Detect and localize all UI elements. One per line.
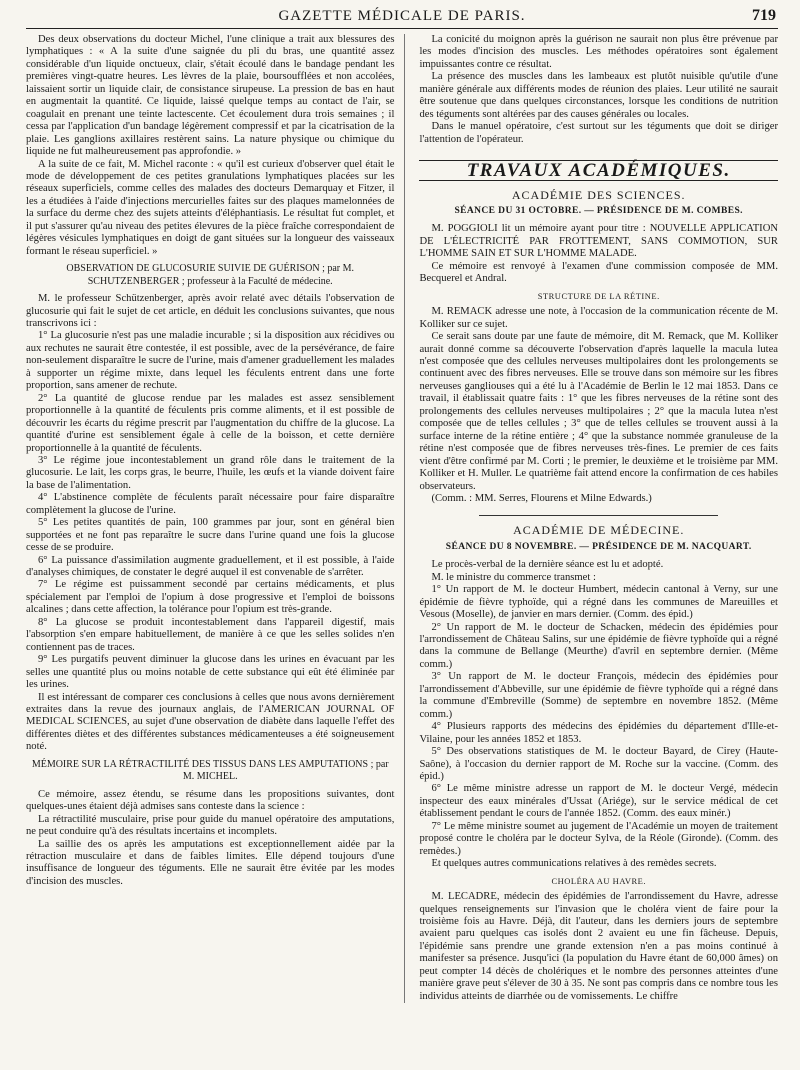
paragraph: A la suite de ce fait, M. Michel raconte : « qu'il est curieux d'observer quel était le mode de développement de ces petites granulations lymphatiques placées sur les réseaux superficiels, comme celles des malades des docteurs Demarquay et Fitzer, il les a étudiées à l'aide d'injections mercurielles faites sur des plaques mamelonnées de la surface du derme chez des sujets atteints d'éléphantiasis. Le résultat fut complet, et il put s'assurer qu'au niveau des petites élevures de la pièce fraîche correspondaient de légères vésicules lymphatiques en doigt de gant situées sur la longueur des vaisseaux formant le réseau superficiel. » (26, 158, 395, 257)
paragraph: Des deux observations du docteur Michel, l'une clinique a trait aux blessures des lymphatiques : « A la suite d'une saignée du pli du bras, une quantité assez considérable d'un liquide onctueux, clair, s'était écoulé dans le bandage pendant les premières vingt-quatre heures. Les lèvres de la plaie, boursoufflées et non accolées, laissaient sortir un liquide clair, de consistance sirupeuse. La pression de bas en haut en augmentait la quantité. Ce liquide, laissé quelque temps au contact de l'air, se coagulait en prenant une teinte lactescente. Cet écoulement dura trois semaines ; il cessa par l'application d'un bandage légèrement compressif et par la cicatrisation de la plaie. Les ganglions axillaires restèrent sains. La nature physique ou chimique du liquide ne fut malheureusement pas approfondie. » (26, 34, 395, 158)
paragraph: La conicité du moignon après la guérison ne saurait non plus être prévenue par les modes d'incision des muscles. Les méthodes opératoires sont également impuissantes contre ce résultat. (419, 34, 778, 70)
paragraph: M. LECADRE, médecin des épidémies de l'arrondissement du Havre, adresse quelques renseignements sur l'invasion que le choléra vient de faire pour la troisième fois au Havre. Déjà, dit l'auteur, dans les derniers jours de septembre avaient paru quelques cas isolés dont 2 avaient eu une fin fâcheuse. Depuis, l'épidémie sans prendre une grande extension n'en a pas moins continué à manifester sa présence. Jusqu'ici (la population du Havre étant de 60,000 âmes) on peut compter 14 décès de cholériques et le nombre des personnes atteintes d'une manière grave peut s'élever de 30 à 35. Ne sont pas compris dans ce nombre tous les individus atteints de diarrhée ou de vomissements. Le chiffre (419, 891, 778, 1002)
paragraph: Dans le manuel opératoire, c'est surtout sur les téguments que doit se diriger l'attention de l'opérateur. (419, 121, 778, 145)
session-heading: SÉANCE DU 8 NOVEMBRE. — PRÉSIDENCE DE M. NACQUART. (445, 541, 752, 552)
paragraph: Ce mémoire est renvoyé à l'examen d'une commission composée de MM. Becquerel et Andral. (419, 260, 778, 285)
right-column (405, 34, 778, 1003)
conclusion-item: 8° La glucose se produit incontestablement dans l'appareil digestif, mais l'absorption s'en empare habituellement, de manière à ce que les selles solides n'en contiennent pas de traces. (26, 616, 395, 653)
paragraph: M. POGGIOLI lit un mémoire ayant pour titre : NOUVELLE APPLICATION DE L'ÉLECTRICITÉ PAR FROTTEMENT, SANS COMMOTION, SUR L'HOMME SAIN ET SUR L'HOMME MALADE. (419, 223, 778, 260)
conclusion-item: 1° La glucosurie n'est pas une maladie incurable ; si la disposition aux récidives ou aux rechutes ne saurait être contestée, il est possible, avec de la persévérance, de faire non-seulement disparaître le sucre de l'urine, mais d'amener graduellement les malades à supporter un régime mixte, dans lequel les féculents entrent dans une forte proportion, sans amener de rechute. (26, 330, 395, 392)
academy-heading: ACADÉMIE DE MÉDECINE. (513, 523, 685, 538)
section-banner (419, 160, 778, 180)
subheading: CHOLÉRA AU HAVRE. (551, 875, 646, 886)
conclusion-item: 9° Les purgatifs peuvent diminuer la glucose dans les urines en évacuant par les selles une quantité plus ou moins notable de cette substance qui eût été éliminée par les urines. (26, 654, 395, 691)
conclusion-item: 5° Les petites quantités de pain, 100 grammes par jour, sont en général bien supportées et ne font pas reparaître le sucre dans l'urine quand une fois la glucose cesse de se produire. (26, 517, 395, 554)
academy-heading: ACADÉMIE DES SCIENCES. (511, 187, 686, 202)
page-header (26, 6, 778, 29)
correspondence-item: 3° Un rapport de M. le docteur François, médecin des épidémies pour l'arrondissement d'Abbeville, sur une épidémie de fièvre typhoïde qui a régné dans la commune d'Embreville (Somme) de septembre en novembre 1852. (Même comm.) (419, 671, 778, 720)
paragraph: M. le professeur Schützenberger, après avoir relaté avec détails l'observation de glucosurie qui fait le sujet de cet article, en déduit les conclusions suivantes, que nous transcrivons ici : (26, 293, 395, 329)
paragraph: M. REMACK adresse une note, à l'occasion de la communication récente de M. Kolliker sur ce sujet. (419, 306, 778, 330)
section-divider (479, 515, 718, 516)
conclusion-item: 7° Le régime est puissamment secondé par certains médicaments, et plus spécialement par l'emploi de l'opium à dose progressive et l'emploi de boissons alcalines ; dans cette affection, la tolérance pour l'opium est très-grande. (26, 579, 395, 616)
article-title: MÉMOIRE SUR LA RÉTRACTILITÉ DES TISSUS DANS LES AMPUTATIONS ; par M. MICHEL. (31, 758, 389, 783)
running-title: GAZETTE MÉDICALE DE PARIS. (278, 8, 526, 24)
correspondence-item: 7° Le même ministre soumet au jugement de l'Académie un moyen de traitement proposé contre le choléra par le docteur Sylva, de la Réole (Gironde). (Comm. des remèdes.) (419, 820, 778, 857)
paragraph: La saillie des os après les amputations est exceptionnellement aidée par la rétraction musculaire et dans de faibles limites. Elle dépend toujours d'une insuffisance de longueur des téguments. Elle ne saurait être évitée par les modes d'incision des muscles. (26, 838, 395, 887)
page-number: 719 (752, 7, 776, 24)
paragraph: Ce mémoire, assez étendu, se résume dans les propositions suivantes, dont quelques-unes étaient déjà admises sans conteste dans la science : (26, 788, 395, 813)
text-columns (26, 34, 778, 1003)
conclusion-item: 6° La puissance d'assimilation augmente graduellement, et il est possible, à l'aide d'analyses chimiques, de constater le degré auquel il est convenable de s'arrêter. (26, 554, 395, 579)
session-heading: SÉANCE DU 31 OCTOBRE. — PRÉSIDENCE DE M. COMBES. (454, 205, 743, 216)
correspondence-item: 1° Un rapport de M. le docteur Humbert, médecin cantonal à Verny, sur une épidémie de fièvre typhoïde, qui a régné dans les communes de Mareuilles et Vesous (Moselle), de janvier en mars dernier. (Comm. des épid.) (419, 584, 778, 621)
section-heading: TRAVAUX ACADÉMIQUES. (466, 160, 731, 182)
correspondence-item: 5° Des observations statistiques de M. le docteur Bayard, de Cirey (Haute-Saône), à l'occasion du dernier rapport de M. Roche sur la vaccine. (Comm. des épid.) (419, 746, 778, 783)
conclusion-item: 2° La quantité de glucose rendue par les malades est assez sensiblement proportionnelle à la quantité de féculents pris comme aliments, et il est possible de découvrir les écarts du régime prescrit par l'augmentation du chiffre de la glucose. La quantité d'urine est sensiblement égale à celle de la boisson, et cette dernière proportionnelle à la quantité de féculents. (26, 392, 395, 454)
correspondence-item: 2° Un rapport de M. le docteur de Schacken, médecin des épidémies pour l'arrondissement de Château Salins, sur une épidémie de fièvre typhoïde qui a régné dans la commune de Bellange (Meurthe) d'avril en septembre dernier. (Même comm.) (419, 621, 778, 670)
paragraph: La présence des muscles dans les lambeaux est plutôt nuisible qu'utile d'une manière générale aux différents modes de réunion des plaies. Leur utilité ne saurait être soutenue que dans quelques circonstances, lorsque les conditions de nutrition des téguments sont altérées par des causes générales ou locales. (419, 71, 778, 120)
paragraph: La rétractilité musculaire, prise pour guide du manuel opératoire des amputations, ne peut conduire qu'à des résultats incertains et incomplets. (26, 813, 395, 838)
paragraph: Et quelques autres communications relatives à des remèdes secrets. (431, 858, 717, 870)
conclusion-item: 4° L'abstinence complète de féculents paraît nécessaire pour faire disparaître complètement la glucose de l'urine. (26, 492, 395, 516)
correspondence-item: 6° Le même ministre adresse un rapport de M. le docteur Vergé, médecin inspecteur des eaux minérales d'Ussat (Ariége), sur le service médical de cet établissement pendant le cours de l'année 1852. (Comm. des eaux minér.) (419, 783, 778, 820)
commission-note: (Comm. : MM. Serres, Flourens et Milne Edwards.) (431, 492, 652, 504)
paragraph: Il est intéressant de comparer ces conclusions à celles que nous avons dernièrement extraites dans la revue des journaux anglais, de l'AMERICAN JOURNAL OF MEDICAL SCIENCES, au sujet d'une observation de diabète dans laquelle l'effet des différentes diètes et des différentes substances médicamenteuses a été soigneusement noté. (26, 691, 395, 753)
conclusion-item: 3° Le régime joue incontestablement un grand rôle dans le traitement de la glucosurie. Le lait, les corps gras, le beurre, l'huile, les œufs et la viande doivent faire la base de l'alimentation. (26, 454, 395, 491)
left-column (26, 34, 405, 1003)
paragraph: Le procès-verbal de la dernière séance est lu et adopté. (431, 559, 664, 571)
article-title: OBSERVATION DE GLUCOSURIE SUIVIE DE GUÉRISON ; par M. SCHUTZENBERGER ; professeur à la Faculté de médecine. (66, 263, 355, 287)
paragraph: Ce serait sans doute par une faute de mémoire, dit M. Remack, que M. Kolliker aurait donné comme sa découverte l'observation d'après laquelle la macula lutea n'est composée que des cellules nerveuses multipolaires dont les prolongements se continuent avec des fibres nerveuses. Elle se trouve dans son mémoire sur les fibres nerveuses gangliouses qui a été lu à l'Académie de Berlin le 12 mai 1853. Dans ce travail, il établissait quatre faits : 1° que les fibres nerveuses de la rétine sont des prolongements des cellules nerveuses multipolaires ; 2° que la macula lutea n'est composée que de telles cellules ; 3° que de telles cellules se trouvent aussi à la surface interne de la rétine entière ; 4° que la substance nommée granuleuse de la rétine n'est composée que de fibres nerveuses très-fines. Le premier de ces faits vient d'être confirmé par M. Corti ; le premier, le deuxième et le troisième par MM. Kolliker et H. Muller. Le quatrième fait attend encore la confirmation de ces habiles observateurs. (419, 331, 778, 492)
subheading: STRUCTURE DE LA RÉTINE. (537, 290, 660, 301)
paragraph: M. le ministre du commerce transmet : (431, 571, 596, 583)
correspondence-item: 4° Plusieurs rapports des médecins des épidémies du département d'Ille-et-Vilaine, pour les années 1852 et 1853. (419, 721, 778, 745)
